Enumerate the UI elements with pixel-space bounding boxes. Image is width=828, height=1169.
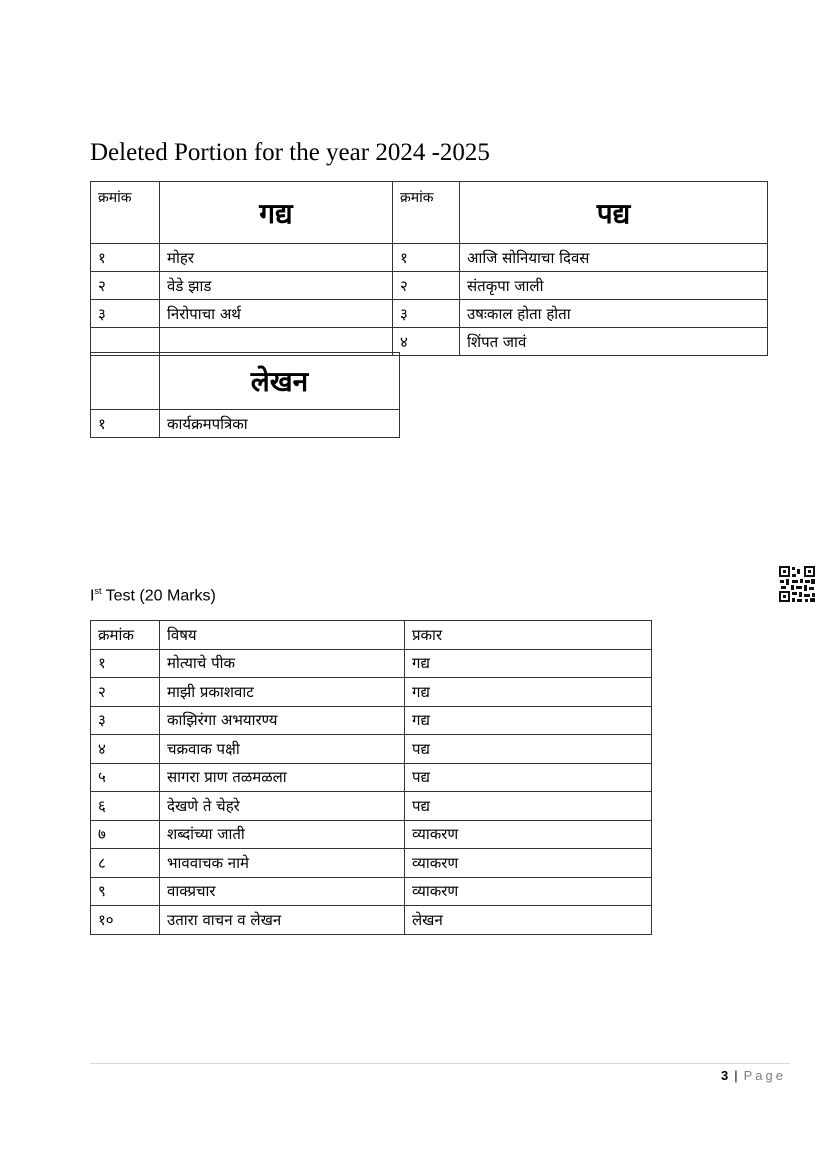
row-type: व्याकरण — [405, 849, 652, 878]
lekhan-item: कार्यक्रमपत्रिका — [160, 410, 400, 438]
lekhan-header-row — [91, 353, 400, 410]
lekhan-heading: लेखन — [160, 353, 400, 410]
padya-number: १ — [393, 244, 460, 272]
test-title-prefix: I — [90, 587, 95, 605]
row-type: लेखन — [405, 906, 652, 935]
page-heading: Deleted Portion for the year 2024 -2025 — [90, 139, 490, 166]
row-type: गद्य — [405, 678, 652, 707]
table-row — [91, 906, 652, 935]
row-number: ७ — [91, 820, 160, 849]
table-row — [91, 649, 652, 678]
test-syllabus-table — [90, 620, 652, 935]
table-header-row — [91, 182, 768, 244]
column-header-number: क्रमांक — [91, 182, 160, 244]
column-header-number: क्रमांक — [393, 182, 460, 244]
test-title-superscript: st — [94, 586, 102, 596]
row-number: ४ — [91, 735, 160, 764]
gadya-heading: गद्य — [160, 182, 393, 244]
table-row — [91, 678, 652, 707]
qr-code-icon — [778, 565, 816, 603]
lekhan-number: १ — [91, 410, 160, 438]
row-number: ५ — [91, 763, 160, 792]
table-row — [91, 849, 652, 878]
row-number: ९ — [91, 877, 160, 906]
gadya-number: १ — [91, 244, 160, 272]
empty-cell — [91, 353, 160, 410]
row-subject: सागरा प्राण तळमळला — [160, 763, 405, 792]
table-header-row — [91, 621, 652, 650]
padya-item: संतकृपा जाली — [460, 272, 768, 300]
padya-item: आजि सोनियाचा दिवस — [460, 244, 768, 272]
column-header-type: प्रकार — [405, 621, 652, 650]
table-row — [91, 792, 652, 821]
table-row — [91, 272, 768, 300]
row-type: पद्य — [405, 792, 652, 821]
row-subject: चक्रवाक पक्षी — [160, 735, 405, 764]
row-number: ३ — [91, 706, 160, 735]
padya-number: २ — [393, 272, 460, 300]
row-subject: शब्दांच्या जाती — [160, 820, 405, 849]
padya-number: ३ — [393, 300, 460, 328]
table-row — [91, 877, 652, 906]
gadya-item: मोहर — [160, 244, 393, 272]
padya-item: उषःकाल होता होता — [460, 300, 768, 328]
gadya-item: निरोपाचा अर्थ — [160, 300, 393, 328]
gadya-number: २ — [91, 272, 160, 300]
row-subject: मोत्याचे पीक — [160, 649, 405, 678]
row-subject: देखणे ते चेहरे — [160, 792, 405, 821]
row-number: ६ — [91, 792, 160, 821]
table-row — [91, 244, 768, 272]
column-header-subject: विषय — [160, 621, 405, 650]
table-row — [91, 820, 652, 849]
table-row — [91, 410, 400, 438]
table-row — [91, 763, 652, 792]
page-label: Page — [743, 1068, 786, 1083]
row-type: पद्य — [405, 763, 652, 792]
row-number: १० — [91, 906, 160, 935]
gadya-number: ३ — [91, 300, 160, 328]
deleted-portion-table — [90, 181, 768, 356]
page-footer — [721, 1068, 786, 1083]
gadya-item: वेडे झाड — [160, 272, 393, 300]
table-row — [91, 706, 652, 735]
footer-divider — [90, 1063, 790, 1064]
row-type: पद्य — [405, 735, 652, 764]
row-number: २ — [91, 678, 160, 707]
row-subject: वाक्प्रचार — [160, 877, 405, 906]
row-number: १ — [91, 649, 160, 678]
row-subject: काझिरंगा अभयारण्य — [160, 706, 405, 735]
table-row — [91, 735, 652, 764]
page-number: 3 — [721, 1068, 729, 1083]
row-type: गद्य — [405, 649, 652, 678]
row-subject: माझी प्रकाशवाट — [160, 678, 405, 707]
row-subject: भाववाचक नामे — [160, 849, 405, 878]
lekhan-table — [90, 352, 400, 438]
footer-separator: | — [734, 1068, 738, 1083]
test-title — [90, 586, 216, 605]
row-type: व्याकरण — [405, 877, 652, 906]
table-row — [91, 300, 768, 328]
row-number: ८ — [91, 849, 160, 878]
row-type: गद्य — [405, 706, 652, 735]
column-header-number: क्रमांक — [91, 621, 160, 650]
row-type: व्याकरण — [405, 820, 652, 849]
padya-heading: पद्य — [460, 182, 768, 244]
test-title-rest: Test (20 Marks) — [101, 587, 216, 605]
padya-item: शिंपत जावं — [460, 328, 768, 356]
row-subject: उतारा वाचन व लेखन — [160, 906, 405, 935]
padya-number: ४ — [393, 328, 460, 356]
